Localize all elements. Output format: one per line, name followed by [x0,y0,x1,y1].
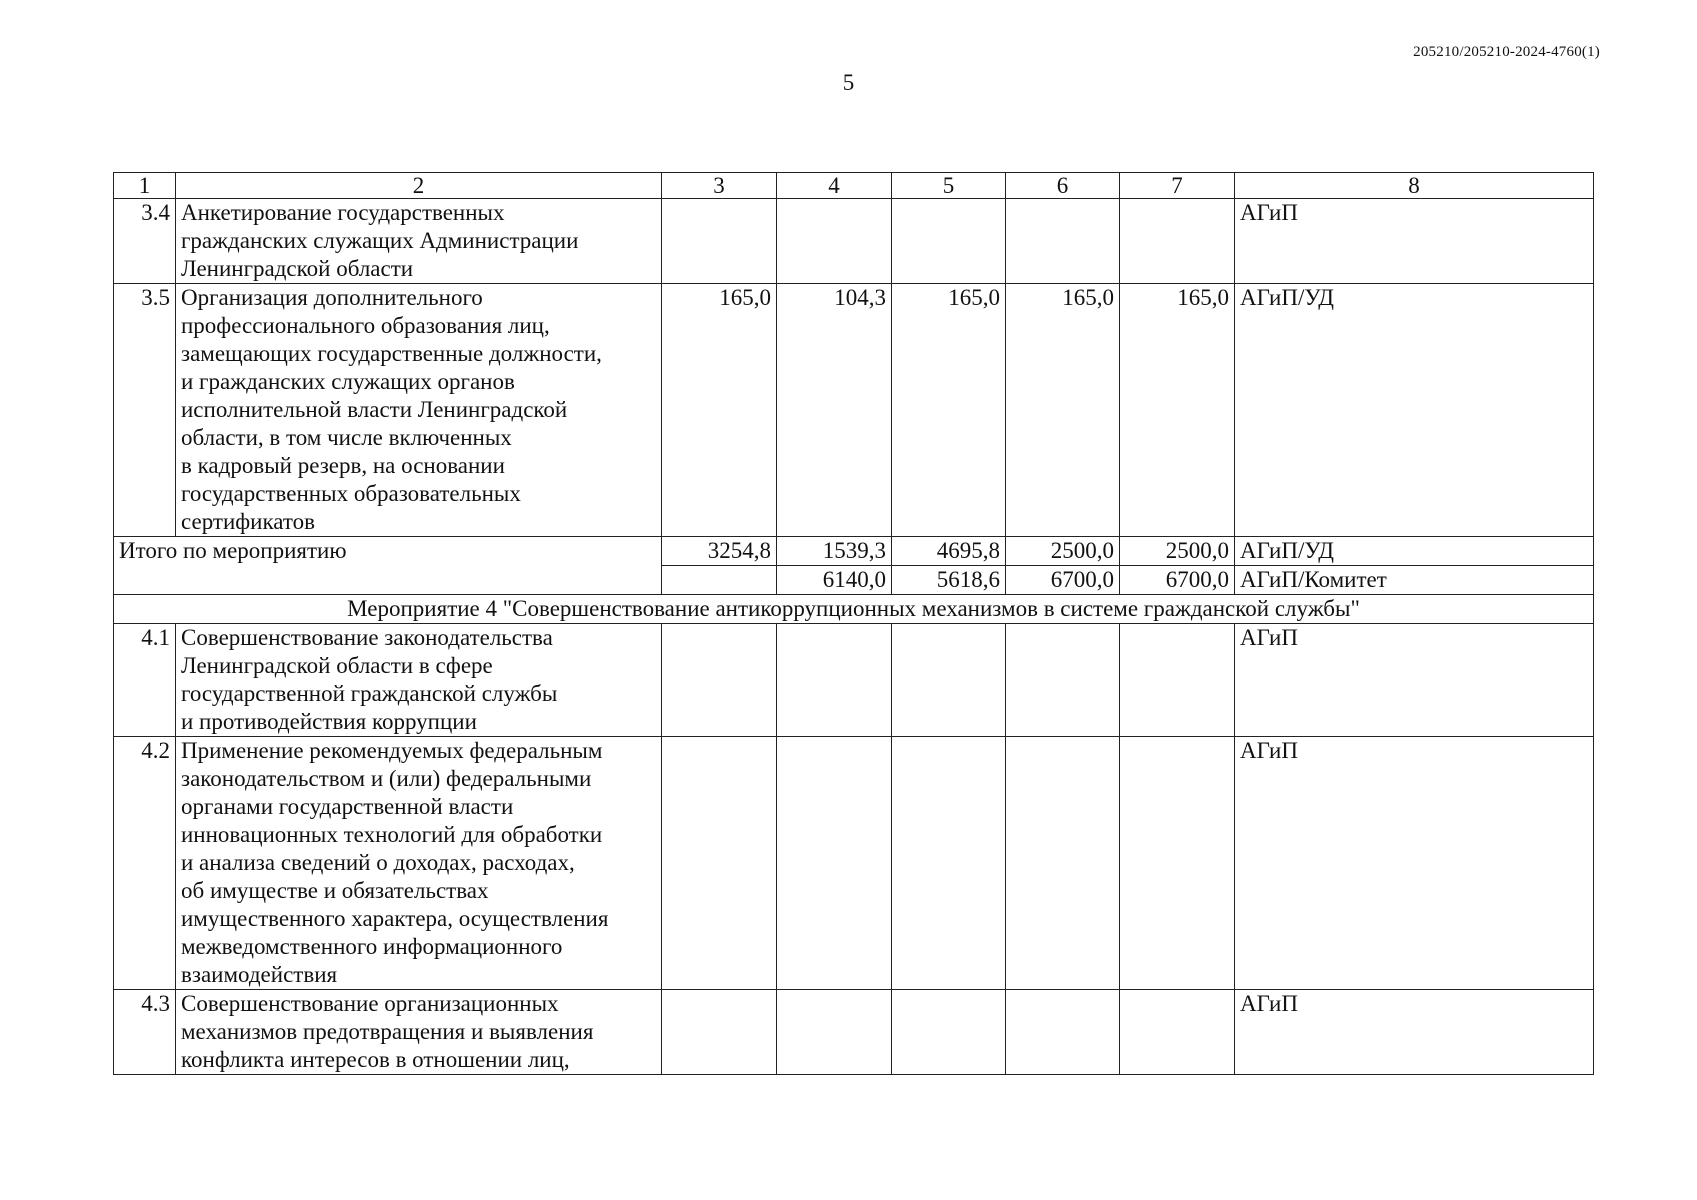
table-row [114,737,1594,990]
description-line: области, в том числе включенных [181,425,512,450]
value-cell: 165,0 [892,284,1006,537]
value-cell [777,737,892,990]
description-line: сертификатов [181,509,316,534]
responsible-cell: АГиП [1235,199,1594,284]
description-line: Ленинградской области в сфере [181,653,493,678]
responsible-cell: АГиП [1235,990,1594,1075]
header-cell: 1 [114,173,176,199]
description-line: исполнительной власти Ленинградской [181,397,568,422]
description-line: Ленинградской области [181,256,414,281]
value-cell [1120,199,1235,284]
description-line: государственной гражданской службы [181,681,558,706]
description-line: гражданских служащих Администрации [181,228,579,253]
description-line: конфликта интересов в отношении лиц, [181,1047,570,1072]
header-cell: 8 [1235,173,1594,199]
value-cell [662,624,777,737]
total-value-cell: 1539,3 [777,537,892,566]
description-line: замещающих государственные должности, [181,341,602,366]
description-line: Организация дополнительного [181,285,483,310]
value-cell [1006,199,1120,284]
total-label: Итого по мероприятию [114,537,662,595]
table-row [114,990,1594,1075]
total-value-cell: 2500,0 [1120,537,1235,566]
description-line: и гражданских служащих органов [181,369,515,394]
total-value-cell: 3254,8 [662,537,777,566]
description-line: Применение рекомендуемых федеральным [181,738,603,763]
page-number: 5 [842,70,855,95]
program-table [113,172,1594,1075]
header-row [114,173,1594,199]
description-line: государственных образовательных [181,481,521,506]
header-cell: 2 [176,173,662,199]
header-cell: 5 [892,173,1006,199]
value-cell [662,990,777,1075]
header-cell: 6 [1006,173,1120,199]
header-cell: 3 [662,173,777,199]
value-cell: 165,0 [1006,284,1120,537]
value-cell: 165,0 [1120,284,1235,537]
description-line: законодательством и (или) федеральными [181,766,592,791]
value-cell [777,624,892,737]
value-cell [1120,990,1235,1075]
description-line: профессионального образования лиц, [181,313,550,338]
row-description [176,199,662,284]
document-id: 205210/205210-2024-4760(1) [1413,44,1600,60]
row-number: 4.1 [114,624,176,737]
description-line: и противодействия коррупции [181,709,477,734]
total-value-cell: 2500,0 [1006,537,1120,566]
value-cell [892,624,1006,737]
value-cell [662,737,777,990]
total-value-cell: 6700,0 [1006,566,1120,595]
value-cell [892,990,1006,1075]
value-cell [662,199,777,284]
value-cell [1006,990,1120,1075]
description-line: инновационных технологий для обработки [181,822,603,847]
row-number: 3.4 [114,199,176,284]
description-line: и анализа сведений о доходах, расходах, [181,850,575,875]
value-cell: 165,0 [662,284,777,537]
total-responsible-cell: АГиП/Комитет [1235,566,1594,595]
row-description [176,284,662,537]
table-row [114,624,1594,737]
header-cell: 4 [777,173,892,199]
total-value-cell: 4695,8 [892,537,1006,566]
value-cell [1006,737,1120,990]
row-number: 3.5 [114,284,176,537]
description-line: Анкетирование государственных [181,200,505,225]
row-description [176,737,662,990]
value-cell [1006,624,1120,737]
value-cell [777,990,892,1075]
description-line: об имуществе и обязательствах [181,878,489,903]
description-line: механизмов предотвращения и выявления [181,1019,594,1044]
row-description [176,990,662,1075]
description-line: органами государственной власти [181,794,514,819]
value-cell [892,199,1006,284]
description-line: имущественного характера, осуществления [181,906,609,931]
row-number: 4.2 [114,737,176,990]
row-number: 4.3 [114,990,176,1075]
description-line: Совершенствование организационных [181,991,559,1016]
section-title: Мероприятие 4 "Совершенствование антикоррупционных механизмов в системе гражданской службы" [114,595,1594,624]
value-cell [892,737,1006,990]
total-value-cell: 6140,0 [777,566,892,595]
row-description [176,624,662,737]
total-value-cell [662,566,777,595]
description-line: Совершенствование законодательства [181,625,553,650]
section-heading-row [114,595,1594,624]
total-value-cell: 6700,0 [1120,566,1235,595]
total-row [114,537,1594,566]
value-cell [1120,737,1235,990]
description-line: взаимодействия [181,962,338,987]
value-cell: 104,3 [777,284,892,537]
value-cell [777,199,892,284]
value-cell [1120,624,1235,737]
description-line: в кадровый резерв, на основании [181,453,505,478]
total-value-cell: 5618,6 [892,566,1006,595]
responsible-cell: АГиП/УД [1235,284,1594,537]
table-row [114,284,1594,537]
responsible-cell: АГиП [1235,624,1594,737]
description-line: межведомственного информационного [181,934,563,959]
responsible-cell: АГиП [1235,737,1594,990]
header-cell: 7 [1120,173,1235,199]
table-row [114,199,1594,284]
total-responsible-cell: АГиП/УД [1235,537,1594,566]
